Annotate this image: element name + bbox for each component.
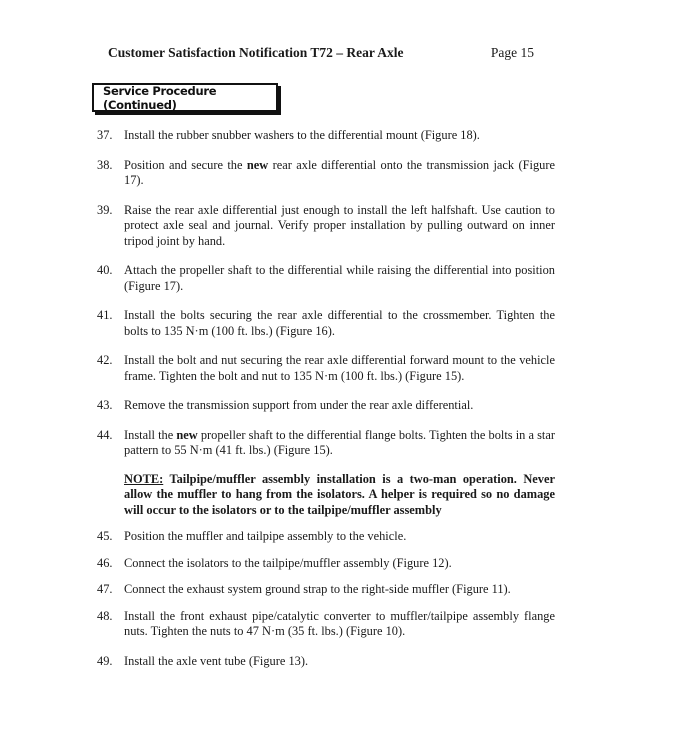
step-text: Position and secure the new rear axle differential onto the transmission jack (Figure 17). (124, 157, 555, 187)
step-number: 37. (97, 128, 113, 142)
step-number: 49. (97, 653, 113, 668)
step-44 (97, 428, 555, 459)
step-text: Install the bolt and nut securing the rear axle differential forward mount to the vehicle frame. Tighten the bolt and nut to 135 N·m (100 ft. lbs.) (Figure 15). (124, 353, 555, 383)
step-number: 42. (97, 353, 113, 367)
step-43 (97, 398, 555, 414)
step-37 (97, 128, 555, 144)
step-number: 46. (97, 555, 113, 570)
step-number: 47. (97, 582, 113, 596)
step-number: 48. (97, 608, 113, 623)
step-text: Connect the isolators to the tailpipe/muffler assembly (Figure 12). (124, 555, 452, 570)
step-48 (97, 609, 555, 640)
section-heading-box (92, 83, 278, 112)
step-number: 43. (97, 398, 113, 412)
step-42 (97, 353, 555, 384)
section-heading: Service Procedure (Continued) (103, 83, 217, 112)
step-text: Position the muffler and tailpipe assembly to the vehicle. (124, 529, 407, 543)
page-number: Page 15 (490, 45, 534, 60)
safety-note (124, 472, 555, 519)
emphasis-new: new (176, 427, 198, 442)
emphasis-new: new (246, 157, 269, 172)
step-45 (97, 529, 555, 545)
document-title: Customer Satisfaction Notification T72 – Rear Axle (108, 45, 404, 60)
step-text: Raise the rear axle differential just enough to install the left halfshaft. Use caution to protect axle seal and journal. Verify proper installation by pulling outward on inner tripod joint by hand. (124, 202, 555, 248)
note-text: Tailpipe/muffler assembly installation is a two-man operation. Never allow the muffler to hang from the isolators. A helper is required so no damage will occur to the isolators or to the tailpipe/muffler assembly (124, 471, 555, 517)
step-40 (97, 263, 555, 294)
step-number: 41. (97, 308, 113, 322)
step-text: Install the axle vent tube (Figure 13). (124, 653, 309, 668)
step-text: Install the bolts securing the rear axle differential to the crossmember. Tighten the bolts to 135 N·m (100 ft. lbs.) (Figure 16). (124, 308, 555, 338)
step-text: Connect the exhaust system ground strap to the right-side muffler (Figure 11). (124, 582, 511, 596)
step-47 (97, 582, 555, 598)
step-41 (97, 308, 555, 339)
step-38 (97, 158, 555, 189)
step-text: Install the front exhaust pipe/catalytic converter to muffler/tailpipe assembly flange nuts. Tighten the nuts to 47 N·m (35 ft. lbs.) (Figure 10). (124, 608, 555, 638)
procedure-steps (97, 128, 555, 683)
note-label: NOTE: (124, 471, 164, 486)
step-text: Remove the transmission support from under the rear axle differential. (124, 398, 474, 412)
step-number: 39. (97, 202, 113, 217)
step-text: Attach the propeller shaft to the differential while raising the differential into position (Figure 17). (124, 263, 555, 293)
step-number: 45. (97, 529, 113, 543)
step-text: Install the new propeller shaft to the differential flange bolts. Tighten the bolts in a star pattern to 55 N·m (41 ft. lbs.) (Figure 15). (124, 427, 555, 457)
step-46 (97, 556, 555, 572)
page-header (108, 45, 534, 61)
step-number: 40. (97, 263, 113, 277)
step-39 (97, 203, 555, 250)
step-number: 44. (97, 427, 113, 442)
step-text: Install the rubber snubber washers to the differential mount (Figure 18). (124, 128, 480, 142)
step-49 (97, 654, 555, 670)
step-number: 38. (97, 157, 113, 172)
